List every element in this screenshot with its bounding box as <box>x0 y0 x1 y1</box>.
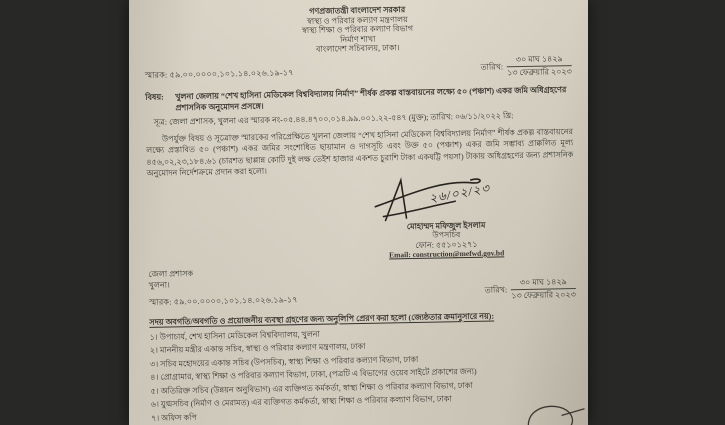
reference-label: সূত্র: <box>153 116 168 127</box>
subject-text: খুলনা জেলায় “শেখ হাসিনা মেডিকেল বিশ্ববিদ্যালয় নির্মাণ” শীর্ষক প্রকল্প বাস্তবায়নের লক্ষ্যে ৫০ (পঞ্চাশ) একর জমি অধিগ্রহণের প্রশাসনিক অনুমোদন প্রসঙ্গে। <box>175 84 567 112</box>
letterhead-ministry: স্বাস্থ্য ও পরিবার কল্যাণ মন্ত্রণালয় <box>306 14 408 26</box>
memo-value-top: ৫৯.০০.০০০০.১০১.১৪.০২৬.১৯-১৭ <box>169 67 294 79</box>
date-fraction-top <box>507 54 572 78</box>
email-label: Email: <box>389 250 411 260</box>
addressee-block <box>148 266 297 291</box>
signature-block <box>343 173 550 261</box>
cc-item-6: ৬। যুগ্মসচিব (নির্মাণ ও মেরামত) এর ব্যক্তিগত কর্মকর্তা, স্বাস্থ্য শিক্ষা ও পরিবার কল্যাণ বিভাগ, ঢাকা <box>150 394 452 409</box>
date-gregorian-top: ১৩ ফেব্রুয়ারি ২০২৩ <box>507 66 572 77</box>
cc-item-1: ১। উপাচার্য, শেখ হাসিনা মেডিকেল বিশ্ববিদ্যালয়, খুলনা <box>149 329 320 342</box>
date-gregorian-bottom: ১৩ ফেব্রুয়ারি ২০২৩ <box>511 289 577 300</box>
cc-item-7: ৭। অফিস কপি <box>151 412 197 423</box>
email-address: construction@mefwd.gov.bd <box>412 248 505 260</box>
phone-number: ৫৫১০১২৭১ <box>435 239 478 250</box>
phone-label: ফোন: <box>415 240 434 250</box>
subject-label: বিষয়: <box>145 92 164 102</box>
cc-item-3: ৩। সচিব মহোদয়ের একান্ত সচিব (উপসচিব), স্বাস্থ্য শিক্ষা ও পরিবার কল্যাণ বিভাগ, ঢাকা <box>150 354 419 369</box>
addressee-title: জেলা প্রশাসক <box>148 268 194 279</box>
letterhead <box>144 0 572 57</box>
memo-label-top: স্মারক: <box>144 69 168 80</box>
date-block-top <box>480 54 572 79</box>
letterhead-division: স্বাস্থ্য শিক্ষা ও পরিবার কল্যাণ বিভাগ <box>301 23 414 36</box>
date-label-top: তারিখ: <box>480 61 504 72</box>
memo-date-row-top <box>145 54 572 85</box>
addressee-date-row <box>148 261 576 308</box>
cc-heading: সদয় অবগতি/অবগতি ও প্রয়োজনীয় ব্যবস্থা গ্রহণের জন্য অনুলিপি প্রেরণ করা হলো (জ্যেষ্ঠতার ক্রমানুসারে নয়): <box>149 311 495 327</box>
addressee-and-memo <box>148 266 298 308</box>
signatory-name: মোহাম্মদ মফিজুল ইসলাম <box>406 220 486 231</box>
corner-scribble-icon <box>522 395 587 425</box>
cc-item-5: ৫। অতিরিক্ত সচিব (উন্নয়ন অনুবিভাগ) এর ব্যক্তিগত কর্মকর্তা, স্বাস্থ্য শিক্ষা ও পরিবার কল্যাণ বিভাগ, ঢাকা <box>150 380 473 396</box>
cc-item-2: ২। মাননীয় মন্ত্রীর একান্ত সচিব, স্বাস্থ্য ও পরিবার কল্যাণ মন্ত্রণালয়, ঢাকা <box>149 341 366 355</box>
document-content <box>126 0 593 425</box>
letterhead-government: গণপ্রজাতন্ত্রী বাংলাদেশ সরকার <box>309 5 406 16</box>
body-paragraph: উপর্যুক্ত বিষয় ও সূত্রোক্ত স্মারকের পরিপ্রেক্ষিতে খুলনা জেলায় “শেখ হাসিনা মেডিকেল বিশ্ববিদ্যালয় নির্মাণ” শীর্ষক প্রকল্প বাস্তবায়নের লক্ষ্যে প্রস্তাবিত ৫০ (পঞ্চাশ) একর জমির সংশোধিত ছায়ামান ও দাগসূচি এবং উক্ত ৫০ (পঞ্চাশ) একর জমি সম্ভাব্য প্রাক্কলিত মূল্য ৪৫৬,০২,২৩,১৮৪.৬১ (চারশত ছাপ্পান্ন কোটি দুই লক্ষ তেইশ হাজার একশত চুরাশি টাকা একষট্টি পয়সা) টাকায় অধিগ্রহণের জন্য প্রশাসনিক অনুমোদন নির্দেশক্রমে প্রদান করা হলো। <box>146 126 574 178</box>
memo-number-bottom <box>149 294 298 308</box>
reference-text: জেলা প্রশাসক, খুলনা এর স্মারক নং-০৫.৪৪.৪৭০০.০১৪.৯৯.০০১.২২-৫৪৭ (মুক্ত); তারিখ: ০৬/১১/২০২২ খ্রি: <box>168 110 514 126</box>
date-bangla-bottom: ৩০ মাঘ ১৪২৯ <box>511 277 576 290</box>
date-label-bottom: তারিখ: <box>484 284 508 295</box>
cc-item-4: ৪। প্রোগ্রামার, স্বাস্থ্য শিক্ষা ও পরিবার কল্যাণ বিভাগ, ঢাকা, (পত্রটি এ বিভাগের ওয়েব সাইটে প্রকাশের জন্য) <box>150 366 477 382</box>
letterhead-branch: নির্মাণ শাখা <box>339 34 376 44</box>
date-fraction-bottom <box>511 277 576 301</box>
memo-label-bottom: স্মারক: <box>148 296 172 307</box>
memo-value-bottom: ৫৯.০০.০০০০.১০১.১৪.০২৬.১৯-১৭ <box>173 294 298 306</box>
signature-handwritten-date: ২৬/০২/২৩ <box>428 180 492 205</box>
date-bangla-top: ৩০ মাঘ ১৪২৯ <box>507 54 572 67</box>
memo-number-top <box>145 59 294 81</box>
signatory-designation: উপসচিব <box>432 230 461 240</box>
date-block-bottom <box>484 277 576 302</box>
cc-list <box>150 323 579 425</box>
document-page <box>129 0 588 425</box>
letterhead-secretariat: বাংলাদেশ সচিবালয়, ঢাকা। <box>315 43 400 54</box>
addressee-place: খুলনা। <box>148 279 170 290</box>
signature-area <box>343 173 549 223</box>
